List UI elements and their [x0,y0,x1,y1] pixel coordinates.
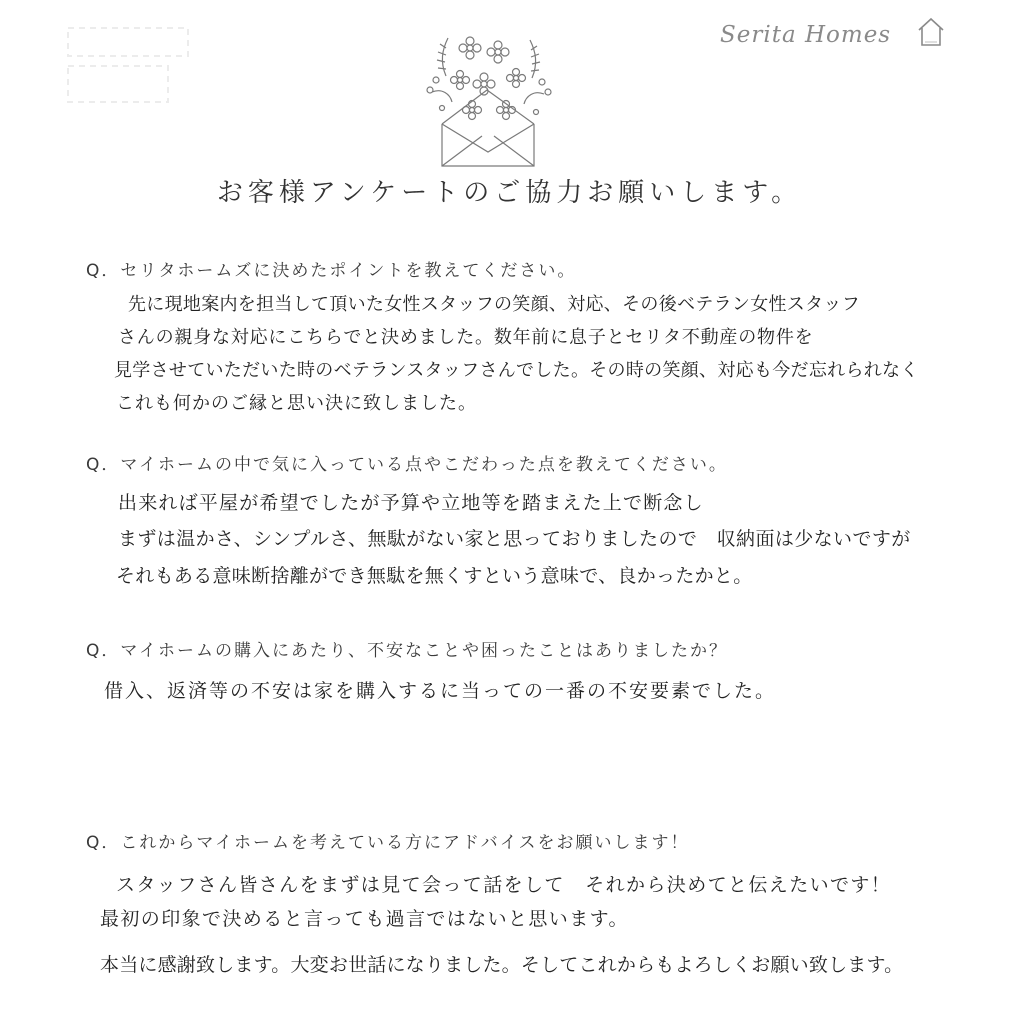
question-3: Q．マイホームの購入にあたり、不安なことや困ったことはありましたか？ [86,641,729,661]
answer-2-line: まずは温かさ、シンプルさ、無駄がない家と思っておりましたので 収納面は少ないですが [118,528,911,550]
answer-2-line: 出来れば平屋が希望でしたが予算や立地等を踏まえた上で断念し [118,492,704,514]
house-outline-icon [916,16,946,48]
faint-stamp-icon [62,22,212,112]
brand-logo [720,14,960,58]
question-4: Q．これからマイホームを考えている方にアドバイスをお願いします！ [86,833,690,853]
answer-1-line: さんの親身な対応にこちらでと決めました。数年前に息子とセリタ不動産の物件を [118,327,814,348]
answer-2-line: それもある意味断捨離ができ無駄を無くすという意味で、良かったかと。 [116,565,753,587]
answer-1-line: これも何かのご縁と思い決に致しました。 [116,393,477,414]
question-2: Q．マイホームの中で気に入っている点やこだわった点を教えてください。 [86,455,728,475]
envelope-bouquet-icon [412,32,562,172]
answer-4-line: 最初の印象で決めると言っても過言ではないと思います。 [100,908,629,930]
answer-1-line: 先に現地案内を担当して頂いた女性スタッフの笑顔、対応、その後ベテラン女性スタッフ [128,294,860,315]
answer-4-line: スタッフさん皆さんをまずは見て会って話をして それから決めてと伝えたいです！ [116,874,892,896]
question-1: Q．セリタホームズに決めたポイントを教えてください。 [86,261,577,281]
answer-4-line: 本当に感謝致します。大変お世話になりました。そしてこれからもよろしくお願い致します。 [100,954,904,976]
answer-3-line: 借入、返済等の不安は家を購入するに当っての一番の不安要素でした。 [104,680,777,702]
page-title: お客様アンケートのご協力お願いします。 [216,178,803,208]
brand-logo-text: Serita Homes [720,22,892,48]
answer-1-line: 見学させていただいた時のベテランスタッフさんでした。その時の笑顔、対応も今だ忘れられなく [114,360,919,381]
